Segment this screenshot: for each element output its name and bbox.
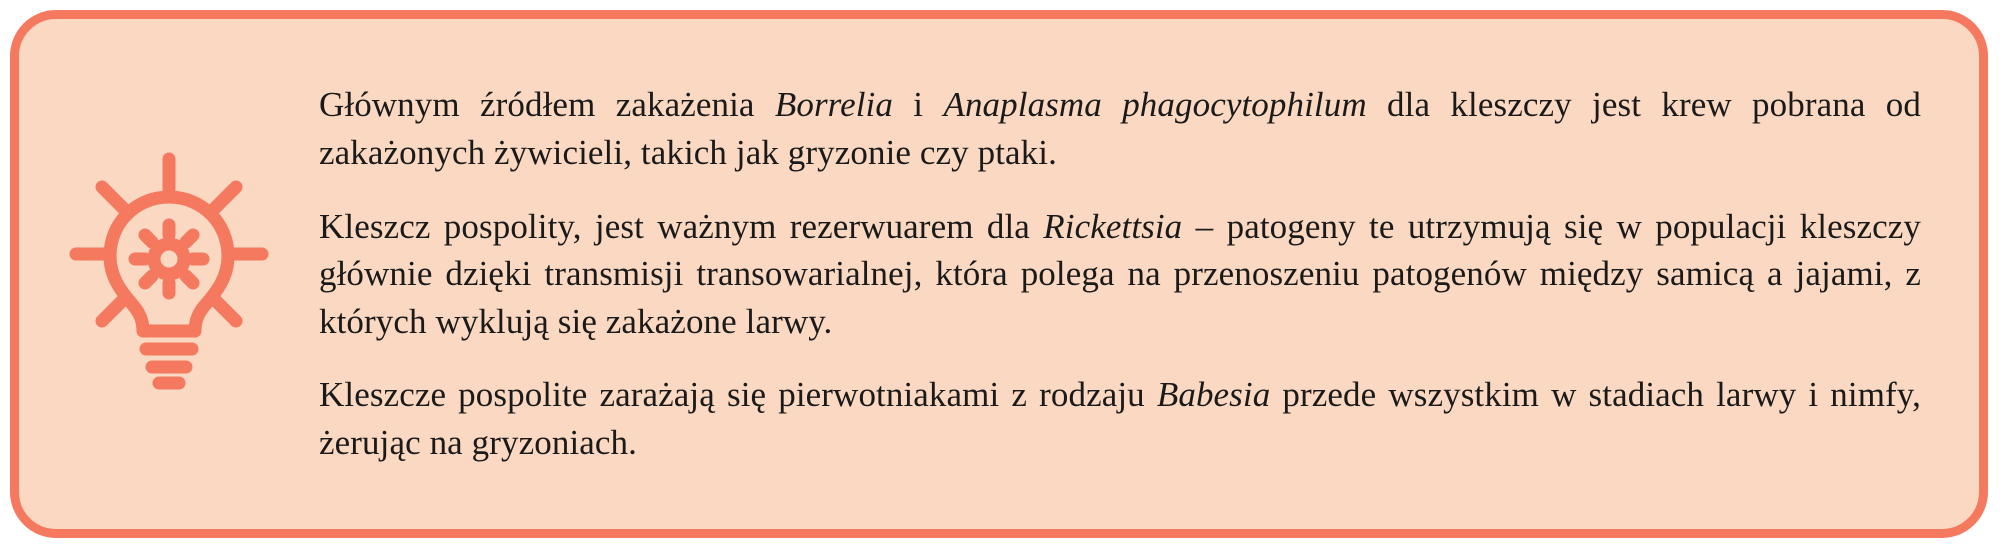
callout-icon-column [19,19,319,529]
run-text: – patogeny te utrzymują się w populacji kleszczy głównie dzięki transmisji transowarialnej, która polega na przenoszeniu patogenów między samicą a jajami, z których wyklują się zakażone larwy. [319,206,1921,341]
run-italic-rickettsia: Rickettsia [1043,206,1183,246]
run-text: dla kleszczy jest krew pobrana od zakażonych żywicieli, takich jak gryzonie czy ptaki. [319,85,1921,173]
run-italic-babesia: Babesia [1156,375,1271,415]
info-callout-box [10,10,1988,538]
paragraph-3 [319,371,1921,466]
run-text: Głównym źródłem zakażenia [319,85,775,125]
run-italic-anaplasma: Anaplasma phagocytophilum [943,85,1367,125]
run-text: i [892,85,944,125]
run-text: przede wszystkim w stadiach larwy i nimfy, żerując na gryzoniach. [319,375,1921,462]
paragraph-1 [319,81,1921,176]
lightbulb-gear-icon [64,149,274,399]
run-italic-borrelia: Borrelia [774,85,893,125]
run-text: Kleszcz pospolity, jest ważnym rezerwuarem dla [319,206,1044,246]
callout-text-column [319,63,1979,484]
paragraph-2 [319,203,1921,346]
run-text: Kleszcze pospolite zarażają się pierwotniakami z rodzaju [319,375,1157,415]
